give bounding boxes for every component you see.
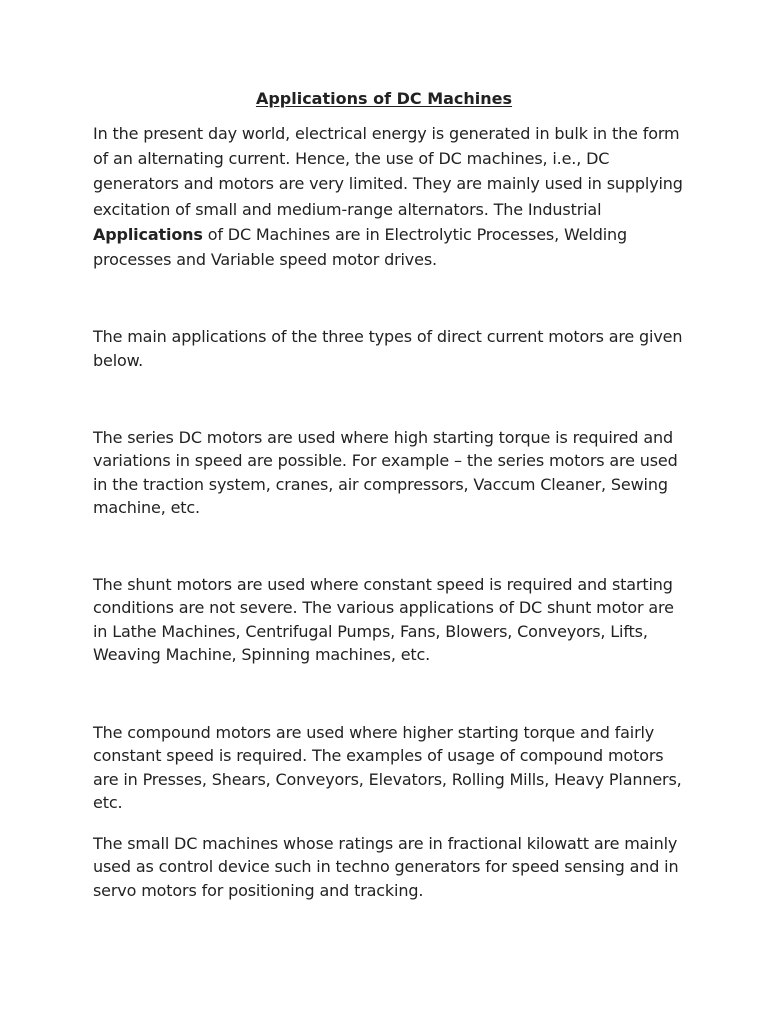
intro-paragraph <box>93 121 683 272</box>
series-motors-paragraph: The series DC motors are used where high starting torque is required and variations in speed are possible. For example – the series motors are used in the traction system, cranes, air compressors, Vaccum Cleaner, Sewing machine, etc. <box>93 428 678 517</box>
intro-bold-term: Applications <box>93 224 203 244</box>
document-title: Applications of DC Machines <box>255 89 513 108</box>
compound-motors-paragraph: The compound motors are used where higher starting torque and fairly constant speed is required. The examples of usage of compound motors are in Presses, Shears, Conveyors, Elevators, Rolling Mills, Heavy Planners, etc. <box>93 723 682 812</box>
intro-text-start: In the present day world, electrical energy is generated in bulk in the form of an alternating current. Hence, the use of DC machines, i.e., DC generators and motors are very limited. They are mainly used in supplying excitation of small and medium-range alternators. The Industrial <box>93 124 683 219</box>
main-applications-paragraph: The main applications of the three types of direct current motors are given below. <box>93 327 683 370</box>
shunt-motors-paragraph: The shunt motors are used where constant speed is required and starting conditions are not severe. The various applications of DC shunt motor are in Lathe Machines, Centrifugal Pumps, Fans, Blowers, Conveyors, Lifts, Weaving Machine, Spinning machines, etc. <box>93 575 674 664</box>
intro-text-end: of DC Machines are in Electrolytic Processes, Welding processes and Variable speed motor drives. <box>93 224 628 270</box>
small-machines-paragraph: The small DC machines whose ratings are in fractional kilowatt are mainly used as control device such in techno generators for speed sensing and in servo motors for positioning and tracking. <box>93 834 679 900</box>
